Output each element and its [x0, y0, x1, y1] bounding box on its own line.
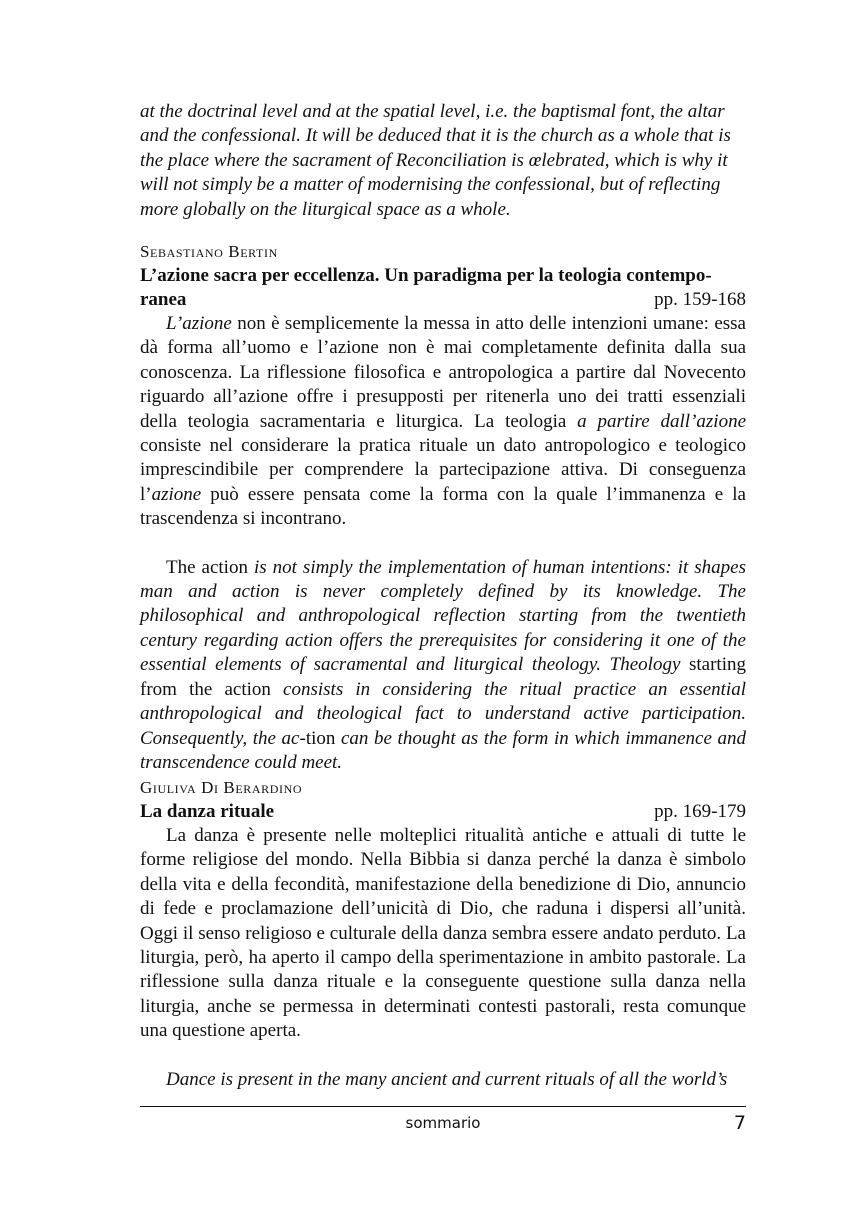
abstract-english: [140, 556, 746, 776]
article-author: Giuliva Di Berardino: [140, 778, 303, 797]
emphasis: L’azione: [166, 313, 232, 334]
text-span: can be thought as the form in which immanence and transcendence could meet.: [140, 727, 746, 773]
text-line: will not simply be a matter of modernising the confessional, but of reflecting: [140, 174, 721, 196]
text-span: consists in considering the ritual practice an essential anthropological and theological fact to understand active participation. Consequently, the ac-: [140, 678, 746, 749]
page-number: 7: [733, 1112, 746, 1134]
footer-rule: [140, 1106, 746, 1107]
article-title: L’azione sacra per eccellenza. Un paradigma per la teologia contempo-: [140, 265, 712, 286]
text-span: tion: [305, 727, 336, 749]
abstract-english-start: Dance is present in the many ancient and current rituals of all the world’s: [166, 1068, 728, 1090]
intro-english-paragraph: [140, 100, 746, 222]
article-di-berardino: [140, 776, 746, 1092]
text-line: more globally on the liturgical space as a whole.: [140, 198, 511, 220]
text-span: può essere pensata come la forma con la quale l’immanenza e la trascendenza si incontrano.: [140, 483, 746, 530]
text-span: consiste nel considerare la pratica rituale un dato antropologico e teologico imprescindibile per comprendere la partecipazione attiva. Di conseguenza l’: [140, 435, 746, 505]
text-span: The action: [166, 556, 248, 578]
article-pages: pp. 159-168: [654, 289, 746, 310]
text-line: the place where the sacrament of Reconciliation is œlebrated, which is why it: [140, 149, 728, 171]
text-span: is not simply the implementation of human intentions: it shapes man and action is never completely defined by its knowledge. The philosophical and anthropological reflection starting from the twentieth century regarding action offers the prerequisites for considering it one of the essential elements of sacramental and liturgical theology. Theology: [140, 556, 746, 676]
article-author: Sebastiano Bertin: [140, 242, 278, 261]
emphasis: a partire dall’azione: [577, 410, 746, 432]
abstract-italian: [140, 312, 746, 532]
article-title-continued: ranea: [140, 289, 187, 310]
page-footer: [140, 1112, 746, 1136]
article-pages: pp. 169-179: [654, 801, 746, 822]
text-line: at the doctrinal level and at the spatial level, i.e. the baptismal font, the altar: [140, 101, 725, 122]
text-line: and the confessional. It will be deduced that it is the church as a whole that is: [140, 125, 731, 147]
article-title-row: [140, 288, 746, 312]
text-span: non è semplicemente la messa in atto delle intenzioni umane: essa dà forma all’uomo e l’azione non è mai completamente definita dalla sua conoscenza. La riflessione filosofica e antropologica a partire dal Novecento riguardo all’azione offre i presupposti per ritenerla uno dei tratti essenziali della teologia sacramentaria e liturgica. La teologia: [140, 313, 746, 432]
article-title: La danza rituale: [140, 801, 275, 822]
text-span: starting from the action: [140, 654, 746, 700]
emphasis: azione: [151, 483, 202, 505]
article-title-row: [140, 800, 746, 824]
abstract-italian: La danza è presente nelle molteplici ritualità antiche e attuali di tutte le forme religiose del mondo. Nella Bibbia si danza perché la danza è simbolo della vita e della fecondità, manifestazione della benedizione di Dio, annuncio di fede e proclamazione dell’unicità di Dio, che raduna i dispersi all’unità. Oggi il senso religioso e culturale della danza sembra essere andato perduto. La liturgia, però, ha aperto il campo della sperimentazione in ambito pastorale. La riflessione sulla danza rituale e la conseguente questione sulla danza nella liturgia, anche se permessa in determinati contesti pastorali, resta comunque una questione aperta.: [140, 825, 746, 1042]
article-bertin: [140, 240, 746, 775]
footer-label: sommario: [405, 1114, 481, 1132]
